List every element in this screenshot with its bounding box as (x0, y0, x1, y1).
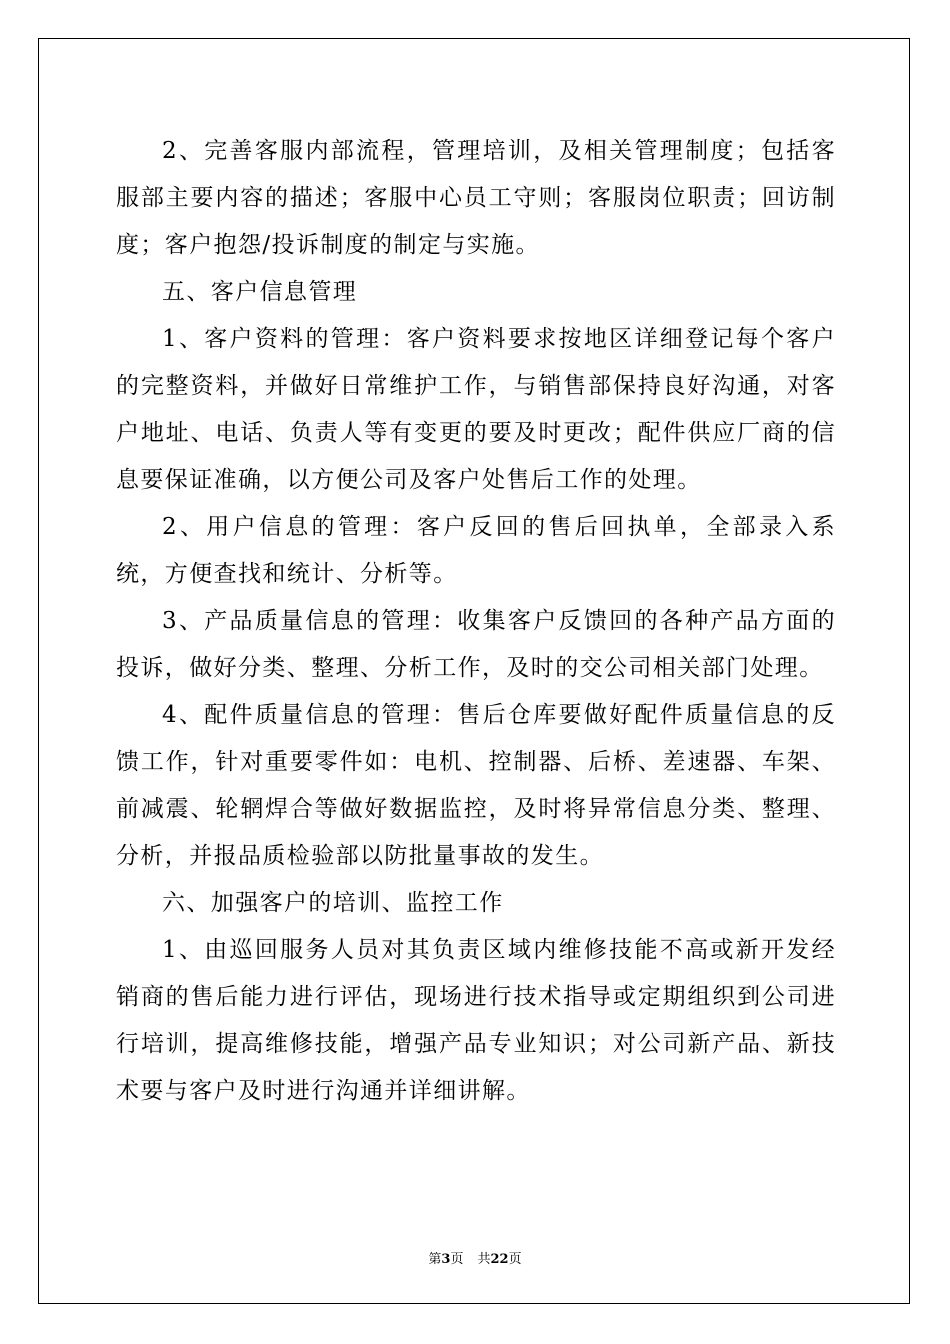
paragraph-customer-data: 1、客户资料的管理：客户资料要求按地区详细登记每个客户的完整资料，并做好日常维护工作，与销售部保持良好沟通，对客户地址、电话、负责人等有变更的要及时更改；配件供应厂商的信息要保证准确，以方便公司及客户处售后工作的处理。 (116, 326, 836, 493)
paragraph-training-evaluation: 1、由巡回服务人员对其负责区域内维修技能不高或新开发经销商的售后能力进行评估，现场进行技术指导或定期组织到公司进行培训，提高维修技能，增强产品专业知识；对公司新产品、新技术要与客户及时进行沟通并详细讲解。 (116, 937, 836, 1104)
section-heading-customer-info: 五、客户信息管理 (162, 279, 358, 305)
page-footer (0, 1248, 950, 1267)
page-number: 3 (441, 1252, 451, 1267)
section-heading-training: 六、加强客户的培训、监控工作 (162, 890, 504, 916)
paragraph-product-quality: 3、产品质量信息的管理：收集客户反馈回的各种产品方面的投诉，做好分类、整理、分析工作，及时的交公司相关部门处理。 (116, 608, 836, 681)
page-prefix: 第 (428, 1252, 442, 1267)
document-body (116, 128, 836, 1115)
paragraph-customer-service-process: 2、完善客服内部流程，管理培训，及相关管理制度；包括客服部主要内容的描述；客服中心员工守则；客服岗位职责；回访制度；客户抱怨/投诉制度的制定与实施。 (116, 138, 836, 258)
paragraph-user-info: 2、用户信息的管理：客户反回的售后回执单，全部录入系统，方便查找和统计、分析等。 (116, 514, 836, 587)
total-pages: 22 (490, 1252, 509, 1267)
paragraph-parts-quality: 4、配件质量信息的管理：售后仓库要做好配件质量信息的反馈工作，针对重要零件如：电机、控制器、后桥、差速器、车架、前减震、轮辋焊合等做好数据监控，及时将异常信息分类、整理、分析，并报品质检验部以防批量事故的发生。 (116, 702, 836, 869)
total-suffix: 页 (508, 1252, 522, 1267)
page-suffix: 页 (450, 1252, 464, 1267)
total-prefix: 共 (477, 1252, 491, 1267)
